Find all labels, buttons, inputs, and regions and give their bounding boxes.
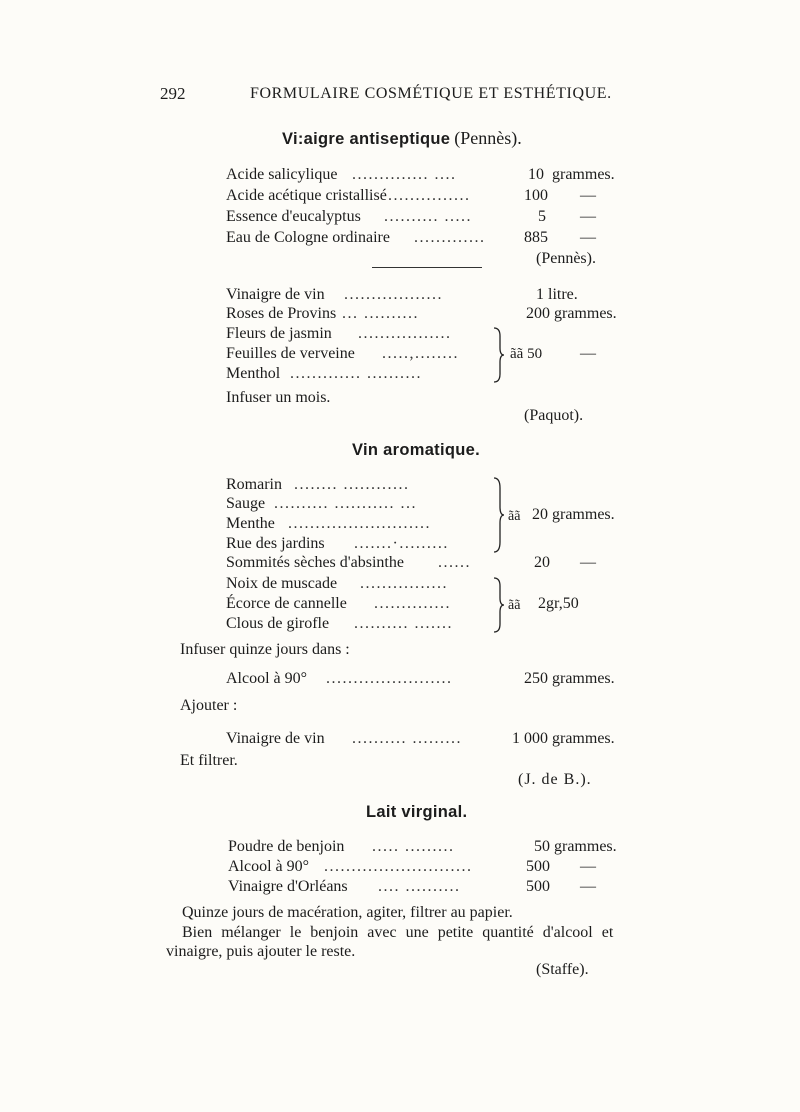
instruction: Infuser quinze jours dans : (180, 641, 350, 658)
group-value: 20 grammes. (532, 506, 615, 523)
ingredient-qty: 500 (526, 878, 550, 895)
ingredient-row (226, 364, 496, 384)
ingredient-name: Vinaigre d'Orléans (228, 878, 348, 895)
leader-dots: .......·......... (354, 535, 449, 552)
ingredient-name: Roses de Provins (226, 305, 337, 322)
ingredient-row (226, 475, 496, 495)
ingredient-row (226, 285, 646, 305)
ingredient-qty: 20 (534, 554, 550, 571)
leader-dots: .......................... (288, 515, 431, 532)
ingredient-name: Romarin (226, 476, 282, 493)
ingredient-row (228, 837, 648, 857)
ingredient-name: Poudre de benjoin (228, 838, 345, 855)
ingredient-name: Vinaigre de vin (226, 286, 325, 303)
ingredient-row (226, 553, 636, 573)
ingredient-row (226, 534, 496, 554)
ingredient-row (226, 729, 646, 749)
ingredient-row (228, 857, 648, 877)
ingredient-row (226, 228, 636, 248)
ingredient-qty: 1 litre. (536, 286, 578, 303)
ingredient-row (226, 324, 496, 344)
leader-dots: .................. (344, 286, 443, 303)
ingredient-row (226, 494, 496, 514)
instruction: Ajouter : (180, 697, 238, 714)
ingredient-name: Essence d'eucalyptus (226, 208, 361, 225)
ingredient-unit: — (580, 229, 596, 246)
leader-dots: .............. (374, 595, 451, 612)
ingredient-name: Menthol (226, 365, 281, 382)
leader-dots: ............. (414, 229, 486, 246)
leader-dots: ................ (360, 575, 448, 592)
ingredient-row (226, 207, 636, 227)
ingredient-qty: 1 000 grammes. (512, 730, 615, 747)
recipe4-title: Lait virginal. (366, 803, 468, 821)
leader-dots: ... .......... (342, 305, 419, 322)
leader-dots: ....................... (326, 670, 453, 687)
ingredient-name: Sommités sèches d'absinthe (226, 554, 404, 571)
ingredient-qty: 500 (526, 858, 550, 875)
ingredient-name: Feuilles de verveine (226, 345, 355, 362)
instruction: Bien mélanger le benjoin avec une petite quantité d'alcool et (182, 924, 614, 941)
leader-dots: ........ ............ (294, 476, 410, 493)
leader-dots: ................. (358, 325, 452, 342)
ingredient-row (226, 186, 636, 206)
ingredient-name: Eau de Cologne ordinaire (226, 229, 390, 246)
ingredient-qty: 10 (528, 166, 544, 183)
ingredient-name: Alcool à 90° (226, 670, 308, 687)
ingredient-row (226, 344, 496, 364)
ingredient-qty: 885 (524, 229, 548, 246)
curly-brace (492, 326, 506, 384)
ingredient-name: Rue des jardins (226, 535, 325, 552)
recipe3-title: Vin aromatique. (352, 441, 480, 459)
ingredient-row (226, 594, 496, 614)
ingredient-unit: — (580, 554, 596, 571)
ingredient-row (228, 877, 648, 897)
ingredient-name: Sauge (226, 495, 266, 512)
ingredient-name: Vinaigre de vin (226, 730, 325, 747)
ingredient-name: Acide acétique cristallisé (226, 187, 387, 204)
instruction: Quinze jours de macération, agiter, filtrer au papier. (182, 904, 513, 921)
recipe3-attribution: (J. de B.). (518, 771, 592, 788)
group-value: 2gr,50 (538, 595, 579, 612)
recipe1-heading (282, 128, 522, 149)
leader-dots: .......... ......... (352, 730, 462, 747)
running-title: FORMULAIRE COSMÉTIQUE ET ESTHÉTIQUE. (250, 85, 612, 102)
leader-dots: ..... ......... (372, 838, 455, 855)
leader-dots: .... .......... (378, 878, 461, 895)
ingredient-row (226, 614, 496, 634)
leader-dots: .......... ....... (354, 615, 453, 632)
instruction: Infuser un mois. (226, 389, 331, 406)
ingredient-name: Noix de muscade (226, 575, 338, 592)
leader-dots: .............. .... (352, 166, 457, 183)
ingredient-name: Acide salicylique (226, 166, 338, 183)
ingredient-qty: 250 grammes. (524, 670, 615, 687)
ingredient-unit: — (580, 858, 596, 875)
leader-dots: .......... ..... (384, 208, 472, 225)
ingredient-name: Alcool à 90° (228, 858, 310, 875)
recipe1-title: Vi:aigre antiseptique (282, 130, 451, 148)
curly-brace (492, 576, 506, 634)
recipe2-attribution: (Paquot). (524, 407, 584, 424)
ingredient-unit: — (580, 208, 596, 225)
ingredient-name: Clous de girofle (226, 615, 330, 632)
instruction: Et filtrer. (180, 752, 238, 769)
recipe4-attribution: (Staffe). (536, 961, 589, 978)
group-qty: ãã (508, 598, 521, 613)
instruction: vinaigre, puis ajouter le reste. (166, 943, 356, 960)
curly-brace (492, 476, 506, 554)
ingredient-row (226, 574, 496, 594)
group-unit: — (580, 345, 596, 362)
group-qty: ãã (508, 509, 521, 524)
ingredient-qty: 50 grammes. (534, 838, 617, 855)
leader-dots: ........................... (324, 858, 473, 875)
ingredient-name: Écorce de cannelle (226, 595, 347, 612)
ingredient-unit: — (580, 878, 596, 895)
ingredient-unit: grammes. (552, 166, 615, 183)
ingredient-unit: — (580, 187, 596, 204)
leader-dots: .....,........ (382, 345, 459, 362)
ingredient-row (226, 514, 496, 534)
ingredient-qty: 200 grammes. (526, 305, 617, 322)
leader-dots: ............... (388, 187, 471, 204)
ingredient-qty: 5 (538, 208, 546, 225)
ingredient-row (226, 304, 646, 324)
section-rule (372, 267, 482, 268)
ingredient-name: Fleurs de jasmin (226, 325, 332, 342)
group-qty: ãã 50 (510, 346, 543, 362)
leader-dots: ............. .......... (290, 365, 422, 382)
ingredient-row (226, 165, 636, 185)
ingredient-qty: 100 (524, 187, 548, 204)
leader-dots: .......... ........... ... (274, 495, 417, 512)
page-number: 292 (160, 84, 186, 103)
ingredient-row (226, 669, 646, 689)
leader-dots: ...... (438, 554, 471, 571)
recipe1-title-author: (Pennès). (454, 128, 522, 148)
ingredient-name: Menthe (226, 515, 275, 532)
recipe1-attribution: (Pennès). (536, 250, 596, 267)
